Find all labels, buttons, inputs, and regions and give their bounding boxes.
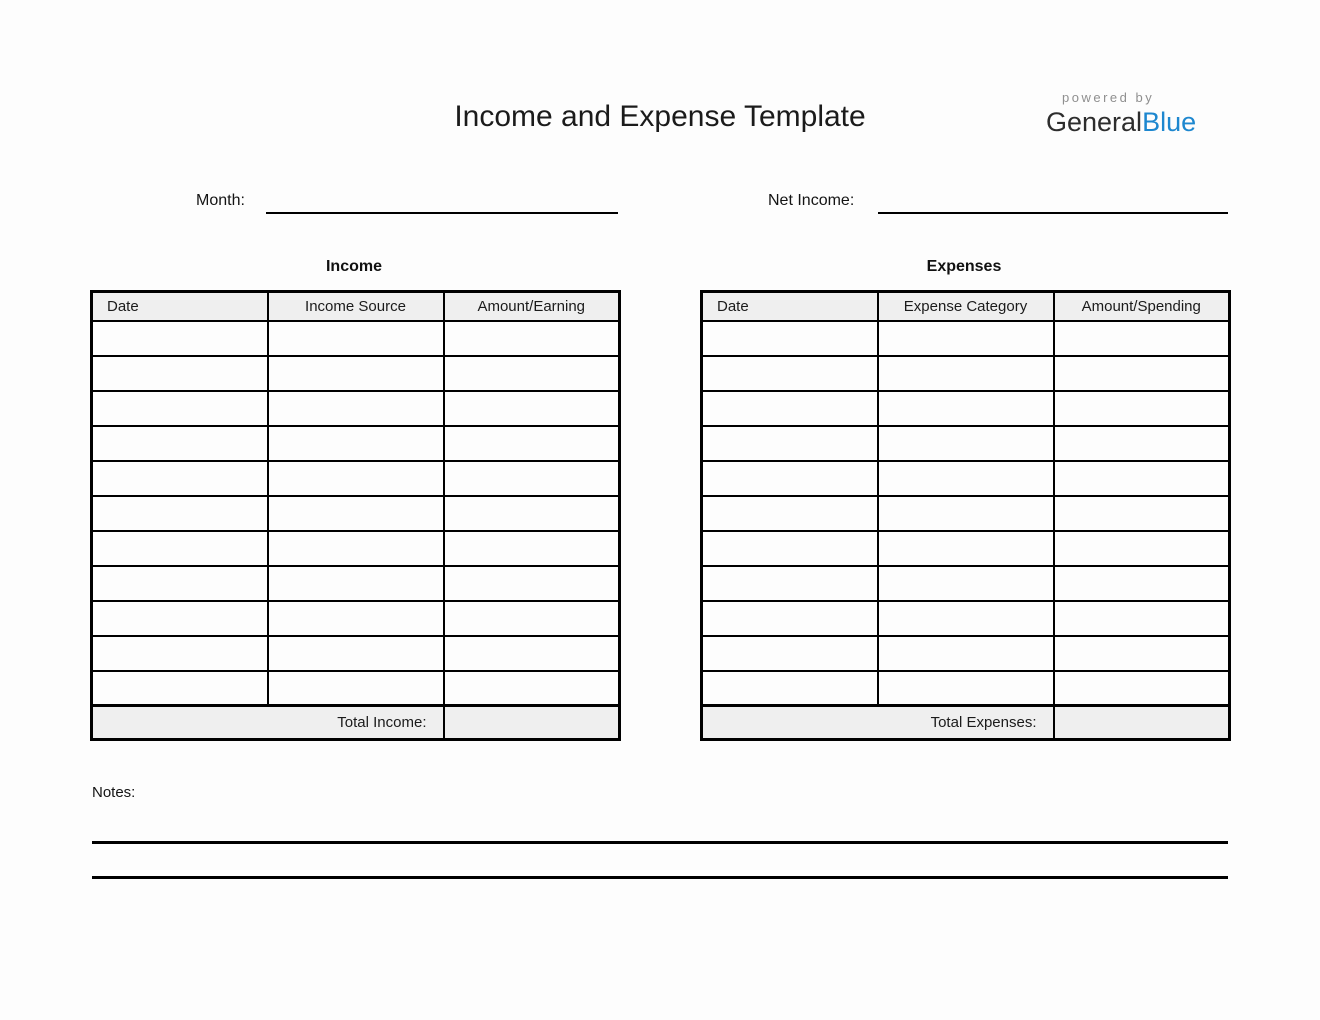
table-row <box>702 496 1230 531</box>
empty-cell[interactable] <box>702 321 878 356</box>
table-row <box>702 671 1230 706</box>
table-row <box>92 391 620 426</box>
empty-cell[interactable] <box>268 566 444 601</box>
empty-cell[interactable] <box>1054 426 1230 461</box>
table-row <box>702 636 1230 671</box>
empty-cell[interactable] <box>444 356 620 391</box>
empty-cell[interactable] <box>444 601 620 636</box>
expenses-section-title: Expenses <box>926 258 1002 275</box>
empty-cell[interactable] <box>878 601 1054 636</box>
income-section-title: Income <box>325 258 382 275</box>
total-income-value-cell[interactable] <box>444 706 620 740</box>
net-income-input-line[interactable] <box>878 212 1228 214</box>
table-row <box>92 531 620 566</box>
empty-cell[interactable] <box>268 426 444 461</box>
month-label: Month: <box>196 192 245 209</box>
empty-cell[interactable] <box>268 531 444 566</box>
income-table <box>90 290 621 741</box>
table-row <box>702 426 1230 461</box>
table-row <box>92 496 620 531</box>
total-expenses-label: Total Expenses: <box>702 706 1054 740</box>
income-header-row <box>92 292 620 321</box>
empty-cell[interactable] <box>878 461 1054 496</box>
table-row <box>702 391 1230 426</box>
empty-cell[interactable] <box>444 566 620 601</box>
empty-cell[interactable] <box>92 601 268 636</box>
empty-cell[interactable] <box>1054 636 1230 671</box>
table-row <box>92 426 620 461</box>
expenses-section <box>700 258 1228 741</box>
expenses-header-amount: Amount/Spending <box>1054 292 1230 321</box>
empty-cell[interactable] <box>268 671 444 706</box>
empty-cell[interactable] <box>92 391 268 426</box>
table-row <box>702 356 1230 391</box>
brand-blue-text: Blue <box>1142 107 1197 137</box>
empty-cell[interactable] <box>444 426 620 461</box>
expenses-total-row <box>702 706 1230 740</box>
empty-cell[interactable] <box>92 461 268 496</box>
notes-writing-line-2[interactable] <box>92 876 1228 879</box>
empty-cell[interactable] <box>878 636 1054 671</box>
table-row <box>92 601 620 636</box>
expenses-header-category: Expense Category <box>878 292 1054 321</box>
empty-cell[interactable] <box>92 426 268 461</box>
empty-cell[interactable] <box>1054 391 1230 426</box>
empty-cell[interactable] <box>92 356 268 391</box>
empty-cell[interactable] <box>878 356 1054 391</box>
empty-cell[interactable] <box>92 671 268 706</box>
empty-cell[interactable] <box>702 461 878 496</box>
table-row <box>92 566 620 601</box>
brand-general-text: General <box>1046 107 1143 137</box>
table-row <box>702 531 1230 566</box>
empty-cell[interactable] <box>702 566 878 601</box>
empty-cell[interactable] <box>702 426 878 461</box>
empty-cell[interactable] <box>702 496 878 531</box>
table-row <box>92 461 620 496</box>
empty-cell[interactable] <box>444 671 620 706</box>
empty-cell[interactable] <box>1054 671 1230 706</box>
empty-cell[interactable] <box>1054 461 1230 496</box>
empty-cell[interactable] <box>702 671 878 706</box>
table-row <box>92 671 620 706</box>
empty-cell[interactable] <box>878 496 1054 531</box>
empty-cell[interactable] <box>444 636 620 671</box>
empty-cell[interactable] <box>702 391 878 426</box>
empty-cell[interactable] <box>702 531 878 566</box>
total-expenses-value-cell[interactable] <box>1054 706 1230 740</box>
table-row <box>92 321 620 356</box>
empty-cell[interactable] <box>268 496 444 531</box>
empty-cell[interactable] <box>444 321 620 356</box>
empty-cell[interactable] <box>268 601 444 636</box>
empty-cell[interactable] <box>1054 321 1230 356</box>
powered-by-text: powered by <box>1062 90 1155 105</box>
empty-cell[interactable] <box>1054 601 1230 636</box>
empty-cell[interactable] <box>878 671 1054 706</box>
empty-cell[interactable] <box>878 426 1054 461</box>
total-income-label: Total Income: <box>92 706 444 740</box>
table-row <box>92 636 620 671</box>
month-input-line[interactable] <box>266 212 618 214</box>
net-income-label: Net Income: <box>768 192 855 209</box>
empty-cell[interactable] <box>92 636 268 671</box>
empty-cell[interactable] <box>444 531 620 566</box>
empty-cell[interactable] <box>702 356 878 391</box>
income-header-source: Income Source <box>268 292 444 321</box>
income-header-date: Date <box>92 292 268 321</box>
empty-cell[interactable] <box>92 531 268 566</box>
empty-cell[interactable] <box>268 461 444 496</box>
income-section <box>90 258 618 741</box>
income-total-row <box>92 706 620 740</box>
empty-cell[interactable] <box>878 391 1054 426</box>
empty-cell[interactable] <box>878 321 1054 356</box>
empty-cell[interactable] <box>268 636 444 671</box>
empty-cell[interactable] <box>1054 531 1230 566</box>
brand-wordmark <box>1046 107 1226 137</box>
empty-cell[interactable] <box>444 496 620 531</box>
empty-cell[interactable] <box>1054 356 1230 391</box>
notes-label: Notes: <box>92 784 136 801</box>
table-row <box>702 601 1230 636</box>
empty-cell[interactable] <box>1054 566 1230 601</box>
empty-cell[interactable] <box>92 321 268 356</box>
empty-cell[interactable] <box>878 531 1054 566</box>
empty-cell[interactable] <box>878 566 1054 601</box>
notes-writing-line-1[interactable] <box>92 841 1228 844</box>
empty-cell[interactable] <box>444 391 620 426</box>
empty-cell[interactable] <box>92 496 268 531</box>
table-row <box>702 461 1230 496</box>
empty-cell[interactable] <box>1054 496 1230 531</box>
empty-cell[interactable] <box>702 601 878 636</box>
empty-cell[interactable] <box>268 356 444 391</box>
table-row <box>702 566 1230 601</box>
generalblue-logo <box>1046 91 1226 137</box>
expenses-table <box>700 290 1231 741</box>
empty-cell[interactable] <box>268 391 444 426</box>
income-header-amount: Amount/Earning <box>444 292 620 321</box>
page-title: Income and Expense Template <box>454 100 866 133</box>
expenses-header-date: Date <box>702 292 878 321</box>
empty-cell[interactable] <box>444 461 620 496</box>
empty-cell[interactable] <box>702 636 878 671</box>
empty-cell[interactable] <box>268 321 444 356</box>
table-row <box>702 321 1230 356</box>
empty-cell[interactable] <box>92 566 268 601</box>
expenses-header-row <box>702 292 1230 321</box>
table-row <box>92 356 620 391</box>
